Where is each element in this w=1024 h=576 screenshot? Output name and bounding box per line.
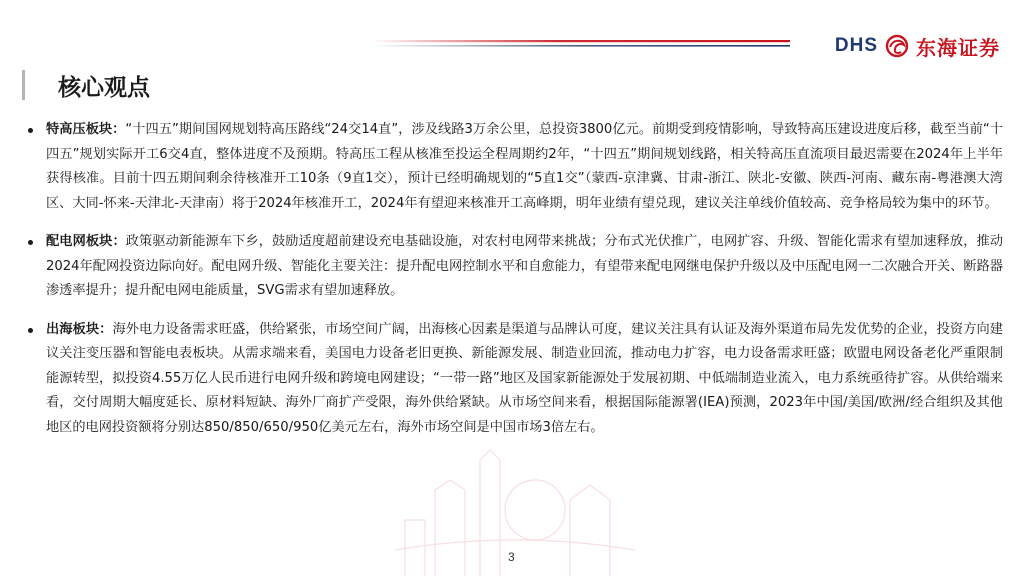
point-label: 出海板块： xyxy=(46,321,113,337)
key-points-list xyxy=(28,118,1003,454)
company-logo xyxy=(835,30,1000,62)
dragon-emblem-icon xyxy=(884,33,910,59)
skyline-watermark-decoration xyxy=(395,430,635,576)
point-uhv xyxy=(28,118,1003,216)
point-text: 政策驱动新能源车下乡，鼓励适度超前建设充电基础设施，对农村电网带来挑战；分布式光伏推广，电网扩容、升级、智能化需求有望加速释放，推动2024年配网投资边际向好。配电网升级、智能化主要关注：提升配电网控制水平和自愈能力，有望带来配电网继电保护升级以及中压配电网一二次融合开关、断路器渗透率提升；提升配电网电能质量，SVG需求有望加速释放。 xyxy=(46,234,1004,298)
bullet-icon xyxy=(28,128,33,133)
point-text: “十四五”期间国网规划特高压路线“24交14直”，涉及线路3万余公里，总投资3800亿元。前期受到疫情影响，导致特高压建设进度后移，截至当前“十四五”规划实际开工6交4直，整体进度不及预期。特高压工程从核准至投运全程周期约2年，“十四五”期间规划线路，相关特高压直流项目最迟需要在2024年上半年获得核准。目前十四五期间剩余待核准开工10条（9直1交），预计已经明确规划的“5直1交”（蒙西-京津冀、甘肃-浙江、陕北-安徽、陕西-河南、藏东南-粤港澳大湾区、大同-怀来-天津北-天津南）将于2024年核准开工，2024年有望迎来核准开工高峰期，明年业绩有望兑现，建议关注单线价值较高、竞争格局较为集中的环节。 xyxy=(46,122,1003,211)
point-label: 配电网板块： xyxy=(46,234,126,249)
title-accent-bar xyxy=(22,70,25,100)
point-text: 海外电力设备需求旺盛，供给紧张，市场空间广阔，出海核心因素是渠道与品牌认可度，建议关注具有认证及海外渠道布局先发优势的企业，投资方向建议关注变压器和智能电表板块。从需求端来看，美国电力设备老旧更换、新能源发展、制造业回流，推动电力扩容，电力设备需求旺盛；欧盟电网设备老化严重限制能源转型，拟投资4.55万亿人民币进行电网升级和跨境电网建设；“一带一路”地区及国家新能源处于发展初期、中低端制造业流入，电力系统亟待扩容。从供给端来看，交付周期大幅度延长、原材料短缺、海外厂商扩产受限，海外供给紧缺。从市场空间来看，根据国际能源署(IEA)预测，2023年中国/美国/欧洲/经合组织及其他地区的电网投资额将分别达850/850/650/950亿美元左右，海外市场空间是中国市场3倍左右。 xyxy=(46,321,1003,435)
page-title: 核心观点 xyxy=(58,75,150,101)
point-label: 特高压板块： xyxy=(46,122,126,137)
point-distribution xyxy=(28,230,1003,304)
bullet-icon xyxy=(28,240,33,245)
logo-text-cn: 东海证券 xyxy=(916,35,1000,60)
page-number: 3 xyxy=(508,550,515,564)
point-overseas xyxy=(28,318,1003,441)
bullet-icon xyxy=(28,328,33,333)
logo-text-en: DHS xyxy=(834,35,878,56)
